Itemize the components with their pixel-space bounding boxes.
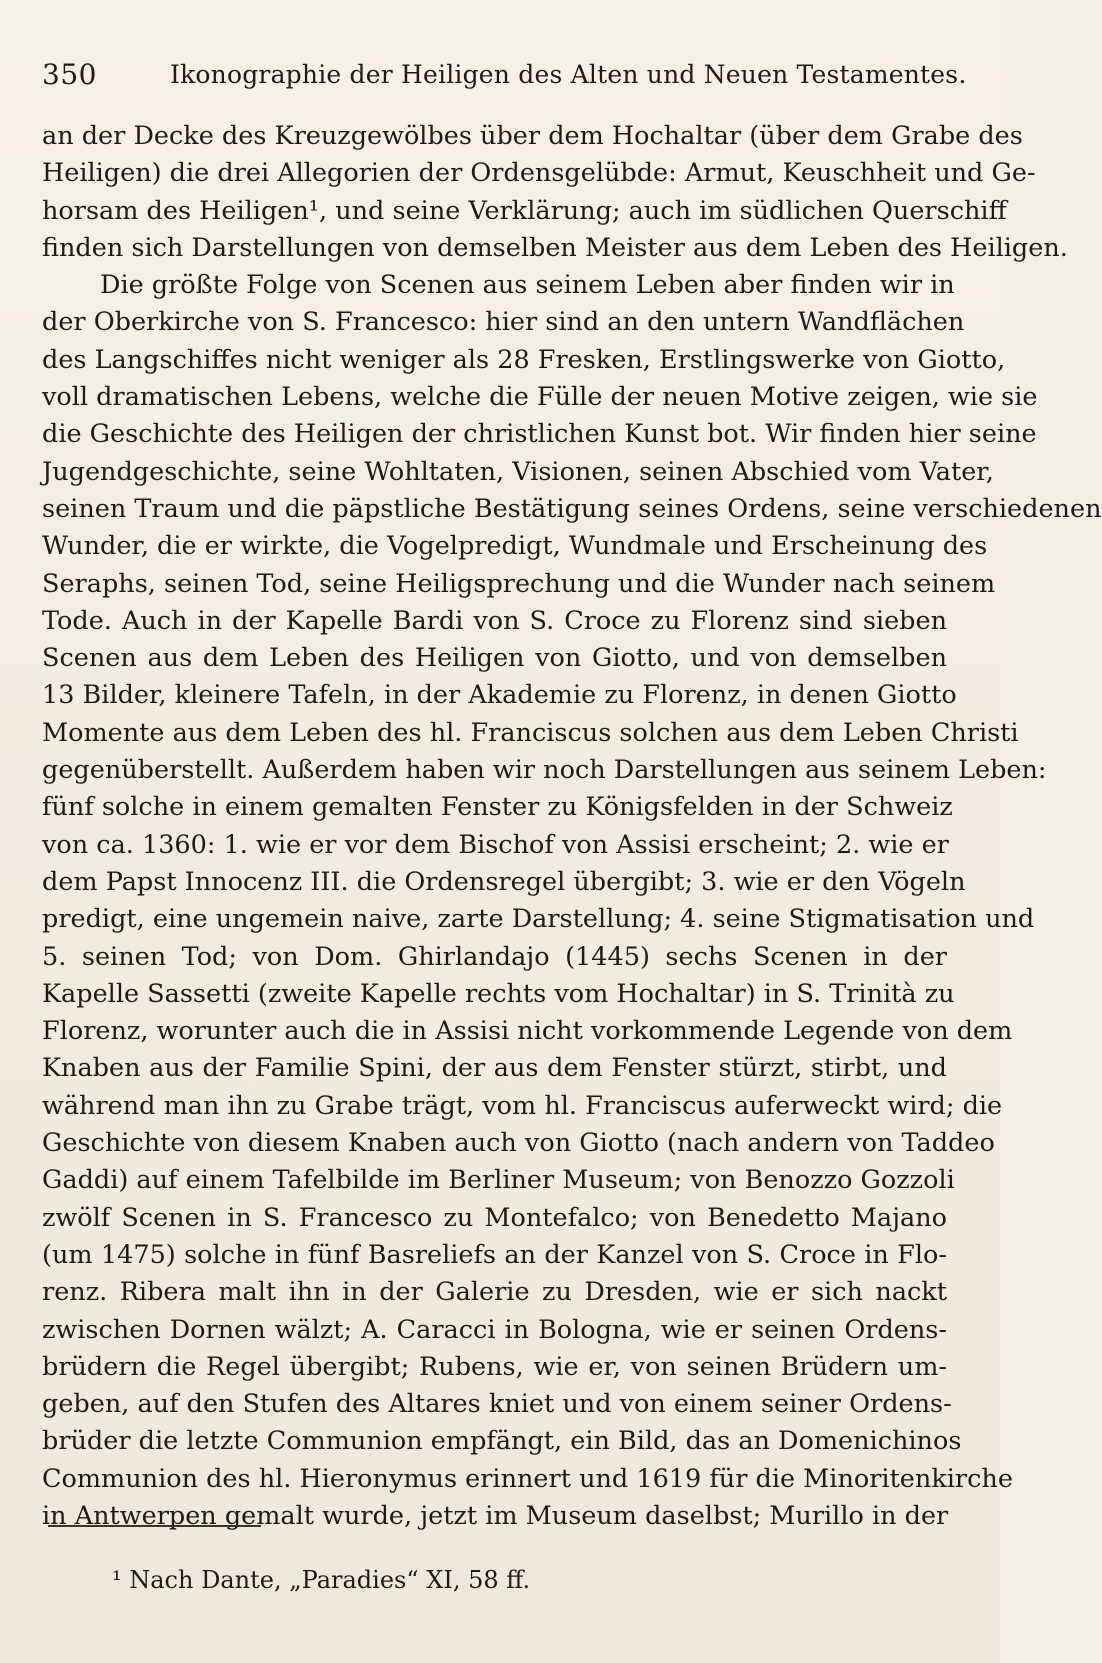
text-line: von ca. 1360: 1. wie er vor dem Bischof von Assisi erscheint; 2. wie er	[42, 829, 949, 860]
text-line: gegenüberstellt. Außerdem haben wir noch Darstellungen aus seinem Leben:	[42, 755, 1047, 786]
running-title: Ikonographie der Heiligen des Alten und Neuen Testamentes.	[170, 60, 967, 89]
text-line: die Geschichte des Heiligen der christlichen Kunst bot. Wir finden hier seine	[42, 419, 1037, 450]
text-line: an der Decke des Kreuzgewölbes über dem Hochaltar (über dem Grabe des	[42, 121, 1023, 151]
page-number: 350	[42, 58, 97, 91]
text-line: brüdern die Regel übergibt; Rubens, wie er, von seinen Brüdern um-	[42, 1351, 947, 1382]
footnote: ¹ Nach Dante, „Paradies“ XI, 58 ff.	[112, 1566, 531, 1594]
footnote-divider	[48, 1525, 261, 1527]
text-line: zwölf Scenen in S. Francesco zu Montefalco; von Benedetto Majano	[42, 1202, 947, 1233]
text-line: Communion des hl. Hieronymus erinnert und 1619 für die Minoritenkirche	[42, 1463, 1013, 1494]
text-line: dem Papst Innocenz III. die Ordensregel übergibt; 3. wie er den Vögeln	[42, 866, 966, 897]
text-line: Tode. Auch in der Kapelle Bardi von S. Croce zu Florenz sind sieben	[42, 605, 947, 636]
text-line: Wunder, die er wirkte, die Vogelpredigt, Wundmale und Erscheinung des	[42, 531, 988, 562]
text-line: fünf solche in einem gemalten Fenster zu Königsfelden in der Schweiz	[42, 792, 953, 823]
text-line: Knaben aus der Familie Spini, der aus dem Fenster stürzt, stirbt, und	[42, 1053, 947, 1084]
text-line: Momente aus dem Leben des hl. Franciscus solchen aus dem Leben Christi	[42, 717, 1019, 748]
text-line: des Langschiffes nicht weniger als 28 Fresken, Erstlingswerke von Giotto,	[42, 344, 1006, 375]
text-line: 5. seinen Tod; von Dom. Ghirlandajo (1445) sechs Scenen in der	[42, 941, 947, 972]
text-line: Scenen aus dem Leben des Heiligen von Giotto, und von demselben	[42, 643, 947, 674]
text-line: während man ihn zu Grabe trägt, vom hl. Franciscus auferweckt wird; die	[42, 1090, 1003, 1121]
text-line: Gaddi) auf einem Tafelbilde im Berliner Museum; von Benozzo Gozzoli	[42, 1165, 955, 1196]
text-line: Geschichte von diesem Knaben auch von Giotto (nach andern von Taddeo	[42, 1128, 995, 1159]
text-line: 13 Bilder, kleinere Tafeln, in der Akademie zu Florenz, in denen Giotto	[42, 680, 957, 711]
text-line: predigt, eine ungemein naive, zarte Darstellung; 4. seine Stigmatisation und	[42, 904, 1035, 935]
text-line: horsam des Heiligen¹, und seine Verklärung; auch im südlichen Querschiff	[42, 195, 1007, 226]
page-header	[42, 58, 967, 98]
text-line: (um 1475) solche in fünf Basreliefs an der Kanzel von S. Croce in Flo-	[42, 1239, 947, 1270]
text-line: voll dramatischen Lebens, welche die Fülle der neuen Motive zeigen, wie sie	[42, 382, 1038, 413]
body-text	[42, 118, 1102, 1535]
text-line: Florenz, worunter auch die in Assisi nicht vorkommende Legende von dem	[42, 1016, 1013, 1047]
text-line: der Oberkirche von S. Francesco: hier sind an den untern Wandflächen	[42, 307, 965, 338]
text-line: in Antwerpen gemalt wurde, jetzt im Museum daselbst; Murillo in der	[42, 1500, 949, 1531]
text-line: renz. Ribera malt ihn in der Galerie zu Dresden, wie er sich nackt	[42, 1277, 947, 1308]
text-line: seinen Traum und die päpstliche Bestätigung seines Ordens, seine verschiedenen	[42, 493, 1102, 524]
text-line: Seraphs, seinen Tod, seine Heiligsprechung und die Wunder nach seinem	[42, 568, 996, 599]
text-line: zwischen Dornen wälzt; A. Caracci in Bologna, wie er seinen Ordens-	[42, 1314, 947, 1345]
text-line: Kapelle Sassetti (zweite Kapelle rechts vom Hochaltar) in S. Trinità zu	[42, 978, 955, 1009]
text-line: Heiligen) die drei Allegorien der Ordensgelübde: Armut, Keuschheit und Ge-	[42, 158, 1036, 189]
text-line: Die größte Folge von Scenen aus seinem Leben aber finden wir in	[100, 270, 955, 301]
text-line: finden sich Darstellungen von demselben Meister aus dem Leben des Heiligen.	[42, 232, 1068, 263]
text-line: brüder die letzte Communion empfängt, ein Bild, das an Domenichinos	[42, 1426, 962, 1457]
text-line: geben, auf den Stufen des Altares kniet und von einem seiner Ordens-	[42, 1389, 952, 1420]
text-line: Jugendgeschichte, seine Wohltaten, Visionen, seinen Abschied vom Vater,	[42, 456, 994, 487]
